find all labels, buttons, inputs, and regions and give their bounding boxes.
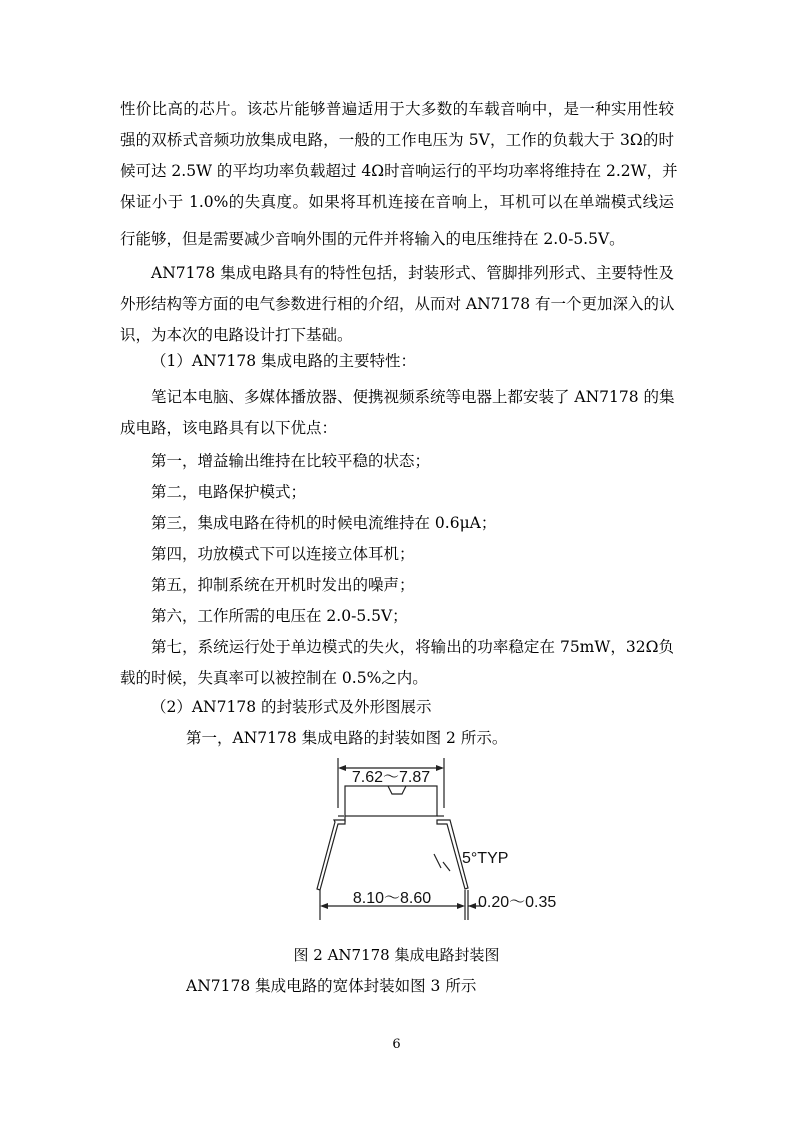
list-item: 第五，抑制系统在开机时发出的噪声；	[151, 576, 415, 594]
paragraph-line: 候可达 2.5W 的平均功率负载超过 4Ω时音响运行的平均功率将维持在 2.2W，并	[120, 162, 678, 180]
paragraph-line: 成电路，该电路具有以下优点：	[120, 419, 338, 437]
figure-caption: 图 2 AN7178 集成电路封装图	[293, 946, 500, 964]
paragraph-line: 强的双桥式音频功放集成电路，一般的工作电压为 5V，工作的负载大于 3Ω的时	[120, 131, 674, 149]
paragraph-line: 笔记本电脑、多媒体播放器、便携视频系统等电器上都安装了 AN7178 的集	[151, 388, 675, 406]
left-lead	[317, 820, 345, 890]
angle-line	[434, 854, 441, 868]
dim-bottom-label: 8.10～8.60	[352, 890, 432, 907]
dim-lead-label: 0.20～0.35	[478, 894, 557, 911]
angle-line	[443, 862, 450, 871]
figure-intro: 第一，AN7178 集成电路的封装如图 2 所示。	[186, 729, 508, 747]
package-body	[345, 786, 437, 816]
list-item: 载的时候，失真率可以被控制在 0.5%之内。	[120, 669, 428, 687]
angle-label: 5°TYP	[462, 850, 509, 867]
paragraph-line: 行能够，但是需要减少音响外围的元件并将输入的电压维持在 2.0-5.5V。	[120, 230, 625, 248]
paragraph-line: AN7178 集成电路具有的特性包括，封装形式、管脚排列形式、主要特性及	[151, 264, 674, 282]
paragraph-line: 识，为本次的电路设计打下基础。	[120, 326, 353, 344]
section-heading: （2）AN7178 的封装形式及外形图展示	[151, 698, 432, 716]
package-drawing	[310, 758, 570, 920]
paragraph-line: AN7178 集成电路的宽体封装如图 3 所示	[186, 977, 477, 995]
list-item: 第二，电路保护模式；	[151, 483, 307, 501]
paragraph-line: 性价比高的芯片。该芯片能够普遍适用于大多数的车载音响中，是一种实用性较	[120, 100, 674, 118]
list-item: 第四，功放模式下可以连接立体耳机；	[151, 545, 415, 563]
list-item: 第一，增益输出维持在比较平稳的状态；	[151, 452, 431, 470]
list-item: 第六，工作所需的电压在 2.0-5.5V；	[151, 607, 408, 625]
pin1-notch	[388, 786, 406, 794]
page-number: 6	[392, 1037, 401, 1052]
paragraph-line: 保证小于 1.0%的失真度。如果将耳机连接在音响上，耳机可以在单端模式线运	[120, 193, 674, 211]
section-heading: （1）AN7178 集成电路的主要特性：	[151, 352, 416, 370]
list-item: 第七，系统运行处于单边模式的失火，将输出的功率稳定在 75mW，32Ω负	[151, 638, 674, 656]
list-item: 第三，集成电路在待机的时候电流维持在 0.6μA；	[151, 514, 497, 532]
dim-top-label: 7.62～7.87	[351, 769, 431, 786]
paragraph-line: 外形结构等方面的电气参数进行相的介绍，从而对 AN7178 有一个更加深入的认	[120, 295, 675, 313]
